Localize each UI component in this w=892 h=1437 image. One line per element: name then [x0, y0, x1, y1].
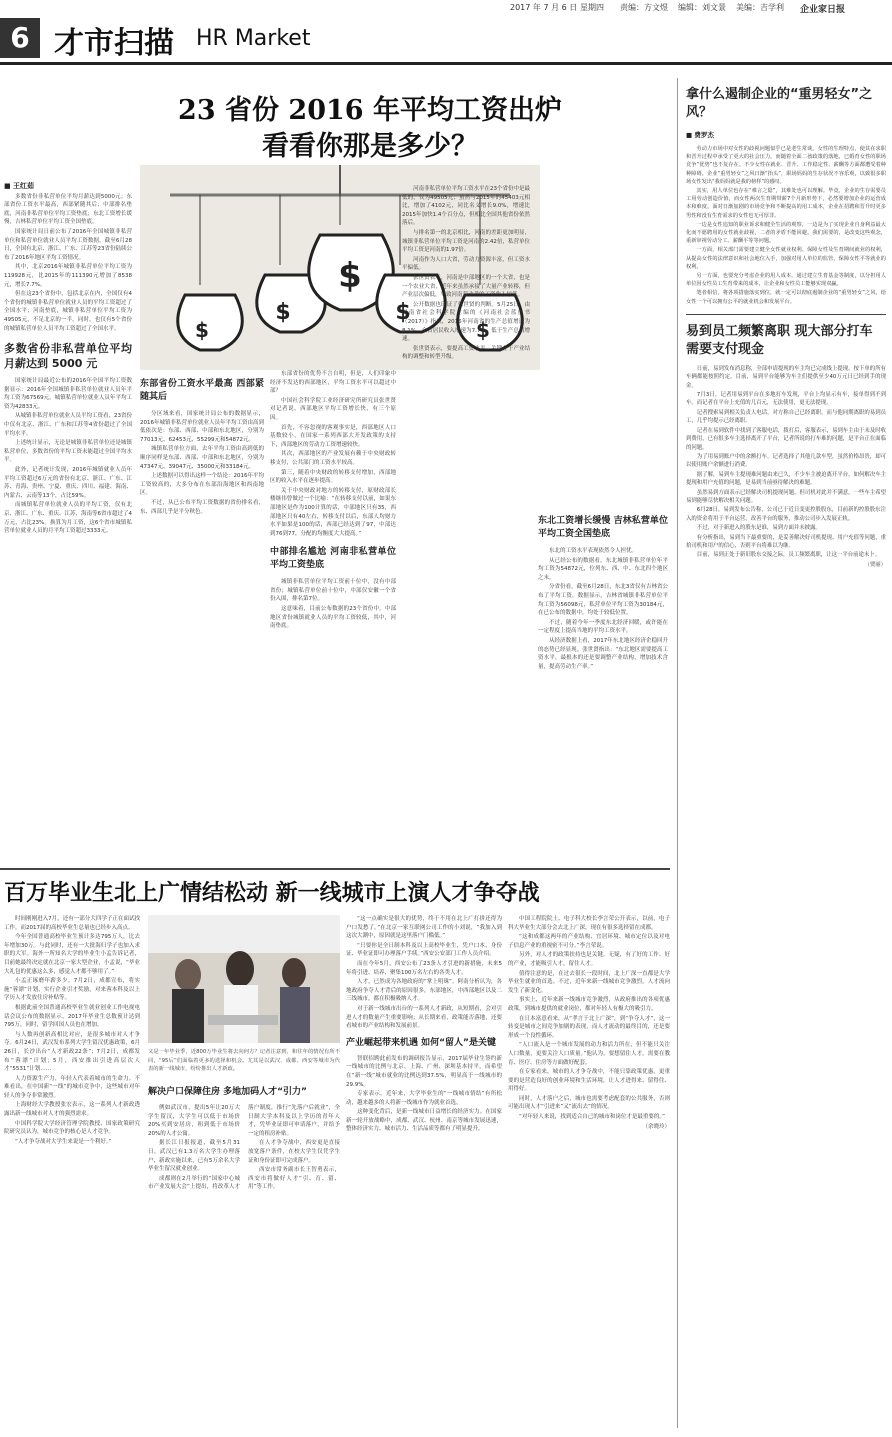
paragraph: 有分析指出，易到当下最重要的，是妥善解决好司机提现、用户充值等问题，重拾司机和用户的信心，否则平台将难以为继。 [686, 534, 886, 549]
byline: （贾丽） [864, 561, 886, 568]
main-column-1 [4, 182, 132, 537]
graduates-photo [148, 915, 340, 1043]
paragraph: 例如武汉市，提出5年让20万大学生留汉，大学生可以低于市场价20%买到安居房，租到低于市场价20%的人才公寓。 [148, 1105, 240, 1137]
paragraph: 记者在易到软件中找到了客服电话，拨打后，客服表示，易到车主由于未及时收到费用，已有很多车主选择离开了平台，记者所说的打车难的问题，是平台正在面临的问题。 [686, 427, 886, 451]
subheading: 东北工资增长缓慢 吉林私营单位平均工资全国垫底 [538, 516, 668, 539]
paragraph: 不过，从已公布平均工资数据的省份排名看，东、西部几乎是平分秋色。 [140, 499, 264, 515]
paragraph: 虽然易到方面表示已经解决司机提现问题，但司机对此并不满意，一些车主希望易到能够尽快解决相关问题。 [686, 489, 886, 504]
page-number: 6 [0, 18, 40, 58]
bottom-column-2 [148, 1082, 340, 1192]
section-rule [0, 868, 670, 870]
masthead-rule [0, 62, 892, 65]
right-column [686, 86, 886, 569]
paragraph: 另外，对人才的政策扶持也是关键。无疑，有了好的工作、好的产业，才能吸引人才，留住人才。 [508, 952, 670, 967]
paragraph: “人口流入是一个城市发展的动力和活力所在，但不能只关注人口数量，更要关注人口质量。”他认为，要想留住人才，需要在教育、医疗、住房等方面做好配套。 [508, 1042, 670, 1066]
paragraph: 从已经公布的数据看，东北城镇非私营单位年平均工资为54872元，位列东、西、中、东北四个地区之末。 [538, 557, 668, 581]
paragraph: 城镇非私营单位平均工资前十位中，没有中部省份；城镇私营单位前十位中，中部仅安徽一个省份入围，排名第7位。 [270, 579, 396, 603]
section-rule [686, 314, 886, 315]
bottom-column-4 [508, 915, 670, 1131]
paragraph: 第三，随着中央财政的转移支付增加，西部地区的收入水平在逐步提高。 [270, 469, 396, 485]
paragraph: 今年全国普通高校毕业生预计多达795万人，比去年增加30万。与此同时，还有一大批海归学子也加入求职的大军。海外一所知名大学的毕业生小孟告诉记者，目前她最终决定就在北京一家大型企业，小孟说，“毕业大礼包的优惠这么多，感觉人才都不够用了。” [4, 934, 140, 975]
paragraph: 河南非私营单位平均工资水平在23个省份中是最低的，仅为49505元；虽然与2015年的45403元相比，增加了4102元，同比名义增长9.0%，增速比2015年加快1.4个百分点，但相比全国其他省份依然落后。 [402, 186, 531, 227]
paragraph: 关于中央财政对地方的转移支付，原财政部长楼继伟曾做过一个比喻：“在转移支付以前，如果东部地区是作为100计算的话，中部地区只有35，西部地区只有40左右，转移支付以后，东部人均财力水平如果是100的话，西部已经达到了97，中部达到76到77，分配的均衡度大大提高。” [270, 487, 396, 537]
svg-text:$: $ [395, 300, 411, 325]
paragraph: 城镇私营单位方面，去年平均工资由高到低的顺序同样是东部、西部、中部和东北地区，分别为47347元、39047元、35000元和33184元。 [140, 446, 264, 470]
paragraph: 其中，北京2016年城镇非私营单位平均工资为119928元，比2015年的111390元增加了8538元，增长7.7%。 [4, 264, 132, 288]
paragraph: 笔者相信，将各项措施落实到位，就一定可以彻底遏制企业的“重男轻女”之风，给女性一个可以拥有公平的就业机会和发展平台。 [686, 290, 886, 305]
main-subheadline: 看看你那是多少？ [262, 131, 478, 162]
paragraph: 成都则在2月举行的“国家中心城市产业发展大会”上提出，将改革人才落户制度，推行“先落户后就业”，全日制大学本科及以上学历的青年人才，凭毕业证即可申请落户，并给予一定的租房补贴。 [148, 1105, 340, 1191]
paragraph: 东北的工资水平表现依然令人担忧。 [549, 548, 638, 554]
paragraph: 不过，对于新进入的股东是谁，易到方面并未披露。 [696, 525, 821, 532]
paragraph: 为了用易到账户中的余额打车，记者选择了其他几款车型，虽然价格昂贵，却可以使用账户余额进行消费。 [686, 453, 886, 469]
opinion-byline: ■ 费罗杰 [686, 131, 714, 139]
paragraph: 这种变化背后，是新一线城市日益增长的经济实力。在国家新一轮开放战略中，成都、武汉、杭州、南京等城市发展迅速，整体经济实力、城市活力、生活品质等都有了明显提升。 [346, 1109, 502, 1133]
subheading: 产业崛起带来机遇 如何“留人”是关键 [346, 1037, 496, 1048]
opinion-headline: 拿什么遏制企业的“重男轻女”之风？ [686, 87, 873, 120]
main-column-5 [538, 185, 668, 672]
paragraph: 专家表示，近年来，大学毕业生的“一线城市情结”有所松动，越来越多的人将新一线城市作为就业首选。 [346, 1091, 502, 1106]
paragraph: 中国科学院大学经济管理学院教授、国家政策研究院研究员认为，城市竞争的核心是人才竞争。 [4, 1120, 140, 1136]
paragraph: 劳动力市场中对女性的歧视问题似乎已是老生常谈。女性的生理特点，使其在求职和晋升过程中承受了更大的社会压力。而随着全面二孩政策的落地，已婚育女性的职场竞争“优势”也不复存在。不少女性在就业、晋升、工作稳定性、薪酬等方面都遭受着种种障碍。企业“重男轻女”之风日渐“抬头”，职场妈妈的生存状况不容乐观，以致很多职场女性发出“我妈妈就是我的榜样”的感叹。 [686, 146, 886, 185]
paragraph: 7月3日，记者用易到平台在多地打车发现，平台上均显示有车，接单得到不到车。而记者在平台上充值的几百元，无法使用，更无法提现。 [686, 392, 886, 407]
paragraph: 此外，记者统计发现，2016年城镇就业人员年平均工资超过6万元的省份有北京、浙江、广东、江苏、青海、贵州、宁夏、重庆、四川、福建、海南、内蒙古、云南等13个，占比59%。 [4, 467, 132, 499]
paragraph: 而在今年5月，西安公布了23条人才引进的新措施，未来5年将引进、培养、聚集100万名左右的各类人才。 [346, 960, 502, 976]
paragraph: 从城镇非私营单位就业人员平均工资看，23省份中仅有北京、浙江、广东和江苏等4省份超过了全国平均水平。 [4, 413, 133, 437]
photo-caption [148, 1048, 340, 1075]
svg-text:$: $ [195, 318, 209, 342]
paragraph: 分区域来看，国家统计局公布的数据显示，2016年城镇非私营单位就业人员年平均工资由高到低依次是：东部、西部、中部和东北地区，分别为77013元、62453元、55299元和54872元。 [140, 411, 264, 443]
paragraph: 在专家看来，城市的人才争夺战中，不能只靠政策优惠，更重要的是营造良好的创业环境和生活环境，让人才进得来、留得住、用得好。 [508, 1069, 670, 1093]
paragraph: “这一点确实是很大的优势，终于不用在北上广打拼还得为户口发愁了。”在北京一家互联网公司工作的小刘说，“我加入到这次大潮中，原因就是这里落户门槛低。” [346, 916, 502, 940]
paragraph: 张世贤表示，河南是中部地区的一个大省，也是一个农业大省，近年来虽然承接了大量产业转移，但产业层次偏低，导致河南劳动者的工资收入较低。 [402, 274, 530, 299]
issue-weekday: 星期四 [580, 3, 604, 12]
paragraph: 张世贤表示，要提高工资水平，关键在于产业结构的调整和转型升级。 [402, 345, 530, 361]
paragraph: 上述数据可以得出这样一个结论：2016年平均工资较高的，大多分布在东部沿海地区和西南地区。 [140, 473, 264, 497]
bottom-headline: 百万毕业生北上广情结松动 新一线城市上演人才争夺战 [4, 880, 540, 906]
paragraph: “这和成都这两年的产业结构、宜居环境、城市定位以及对电子信息产业的重视密不可分。”李言荣说。 [508, 934, 670, 949]
paragraph: 而城镇私营单位就业人员的平均工资，仅有北京、浙江、广东、重庆、江苏、海南等6省市超过了4万元，占比23%。换算为月工资，这6个省市城镇私营单位就业人员的月平均工资超过3333元。 [4, 502, 133, 535]
paragraph: 其次，西部地区的产业发展有赖于中央财政转移支付，公共部门的工资水平较高。 [270, 451, 396, 466]
paragraph: 与人数再创新高相比对应，是很多城市对人才争夺。6月24日，武汉发布系列大学生留汉优惠政策，6月26日，长沙出台“人才新政22条”；7月2日，成都发布“蓉漂”计划；5月，西安推出引进高层次人才“5531”计划…… [4, 1031, 140, 1073]
paragraph: 又是一年毕业季，近800万毕业生将去向何方？记者注意到，和往年的情况有所不同，“95后”们面临着更多的选择和机会。尤其是以武汉、成都、西安等城市为代表的新一线城市，纷纷推出人才新政。 [148, 1049, 340, 1073]
main-headline: 23 省份 2016 年平均工资出炉 [178, 95, 562, 126]
paragraph: 不过，随着今年一季度东北经济回暖，或许能在一定程度上提高当地的平均工资水平。 [538, 619, 668, 635]
paragraph: 据长江日报报道，截至5月31日，武汉已有1.3万名大学生办理落户，新政实施以来，已有5万余名大学毕业生留汉就业创业。 [148, 1140, 240, 1173]
paragraph: 人才，已然成为各地政府的“掌上明珠”。阿南分析认为，各地政府争夺人才背后的原因很多，东部地区，中西部地区以及二三线城市，都在积极吸纳人才。 [346, 979, 502, 1003]
paragraph: 另一方面，也要充分考虑企业的用人成本。通过建立生育基金等制度，以分担用人单位因女性员工生育带来的成本，让企业和女性员工能够实现双赢。 [686, 273, 886, 288]
bottom-column-3 [346, 915, 502, 1135]
paragraph: 上述统计显示，无论是城镇非私营单位还是城镇私营单位，多数省份的平均工资未能超过全国平均水平。 [4, 440, 132, 464]
paragraph: 国家统计局最近公布的2016年全国平均工资数据显示：2016年全国城镇非私营单位就业人员年平均工资为67569元，城镇私营单位就业人员年平均工资为42833元。 [4, 378, 132, 410]
paragraph: 根据此前全国普通高校毕业生就业创业工作电视电话会议公布的数据显示，2017年毕业生总数预计达到795万，同时，留学回国人员也在增加。 [4, 1004, 140, 1029]
section-title-en: HR Market [196, 26, 311, 51]
paragraph: 西安市常务副市长王智勇表示，西安市将做好人才“引、育、留、用”等工作。 [248, 1167, 340, 1191]
section-title: 才市扫描 [54, 26, 174, 61]
paragraph: “对年轻人来说，找到适合自己的城市和岗位才是最重要的。” [519, 1114, 665, 1121]
paragraph: 对于新一线城市出台的一系列人才新政，从短期看，会对引进人才的数量产生重要影响；从长期来看，政策能否落地，还要看城市的产业结构和发展前景。 [346, 1005, 502, 1030]
paragraph: 首先，不容忽视的客观事实是，西部地区人口基数较小，在国家一系列西部大开发政策的支持下，西部地区的劳动力工资增速较快。 [270, 424, 396, 448]
paragraph: 在人才争夺战中，西安更是直接放宽落户条件，在校大学生仅凭学生证和身份证即可完成落户。 [248, 1140, 340, 1164]
paragraph: 小孟正琢磨年薪多少。7月2日，成都宣布，将实施“蓉漂”计划，实行企业引才奖励，对来蓉本科及以上学历人才发放住房补贴等。 [4, 978, 140, 1002]
column-divider [677, 78, 678, 1428]
paragraph: 日前，易到发布消息称，全部申请提现的车主均已完成线上提现，按下单的所有车辆都能按照约定，目前，易到平台能够为车主们提供至少40万元日已经到手的现金。 [686, 365, 886, 389]
paragraph: 其实，用人单位也存在“难言之隐”，其难处也可以理解。毕竟，企业的生存需要员工用劳动创造价值，而女性两次生育期带薪7个月新形势下，必然要增加企业的运营成本和难度。面对日渐加剧的市场竞争和不断提高的用工成本，企业在招聘和晋升时更多男性和没有生育需求的女性也无可厚非。 [686, 188, 886, 219]
paragraph: 记者搜索易到相关负责人电话，对方称自己已经离职。而与他同期离职的易到员工，几乎均提示已经离职。 [686, 409, 886, 425]
subheading: 中部排名尴尬 河南非私营单位平均工资垫底 [270, 547, 396, 571]
issue-date: 2017 年 7 月 6 日 [510, 3, 578, 12]
paragraph: 智联招聘此前发布的调研报告显示，2017届毕业生签约新一线城市的比例与北京、上海、广州、深圳基本持平，而希望在“新一线”城市就业的比例达到37.5%，明显高于一线城市的29.9%。 [346, 1055, 502, 1088]
svg-text:$: $ [476, 318, 490, 342]
paragraph: 分省份看，截至6月28日，东北3省仅有吉林省公布了平均工资，数据显示，吉林省城镇非私营单位平均工资为56098元，私营单位平均工资为30184元，在已公布的数据中，均处于较低位置。 [538, 584, 668, 617]
paragraph: 多数省份非私营单位平均月薪达到5000元；东部省份工资水平最高，西部紧随其后；中部排名垫底，河南非私营单位平均工资垫底；东北工资增长缓慢，吉林私营单位平均工资全国垫底。 [4, 193, 132, 226]
svg-text:$: $ [338, 256, 362, 296]
subheading: 东部省份工资水平最高 西部紧随其后 [140, 379, 264, 402]
paragraph: 一方面，相关部门需要建立健全女性就业权利、保障女性及生育期间就业的权利，从提高女性的法律意识和社会地位入手，加强对用人单位的监管，保障女性平等就业的权利。 [686, 247, 886, 270]
paragraph: 国家统计局日前公布了2016年全国城镇非私营单位和私营单位就业人员平均工资数据。截至6月28日，全国有北京、浙江、广东、江苏等23省份陆续公布了2016年地区平均工资情况。 [4, 228, 133, 261]
byline: ■ 王红茹 [4, 182, 35, 190]
paragraph: 据了解，易到车主提现难问题由来已久，不少车主被迫离开平台。如何解决车主提现和用户充值的问题，是易到当前亟待解决的难题。 [686, 471, 886, 487]
subheading: 解决户口保障住房 多地加码人才“引力” [148, 1087, 307, 1097]
paragraph: 值得注意的是，在过去很长一段时间，北上广深一直都是大学毕业生就业的首选。不过，近年来新一线城市竞争激烈，人才流向发生了新变化。 [508, 970, 670, 994]
paragraph: 时间刚刚进入7月，还有一部分大四学子正在面试找工作。而2017届的高校毕业生总量也已经步入高点。 [4, 916, 140, 931]
paragraph: 东部省份的优势不言自明，但是，人们印象中经济不发达的西部地区，平均工资水平可以超过中部？ [270, 371, 396, 395]
yidao-headline: 易到员工频繁离职 现大部分打车 需要支付现金 [686, 323, 873, 357]
main-column-4 [402, 185, 530, 363]
paragraph: 6月28日，易到发布公告称，公司已于近日变更控股股东，目前新的控股股东注入的资金将用于平台运营，改善平台的服务，推动公司步入发展正轨。 [686, 507, 886, 522]
main-column-2 [140, 378, 264, 517]
newspaper-name: 企业家日报 [800, 5, 846, 15]
paragraph: 目前，易到正处于新旧股东交接之际，员工频繁离职，让这一平台前途未卜。 [696, 552, 881, 559]
paragraph: 在日本富意看来，从“孝言于北上广深”，到“争夺人才”，这一转变是城市之间竞争加剧的表现，而人才流动的最终目的，还是要形成一个良性循环。 [508, 1015, 670, 1039]
editor-credit: 责编：方文煜 [620, 3, 668, 12]
paragraph: 中国社会科学院工业经济研究所研究员张世贤对记者说，西部地区平均工资增长快，有三个原因。 [270, 397, 396, 421]
paragraph: 事实上，近年来新一线城市竞争激烈，从政府推出的各项优惠政策，到城市提供的就业岗位，都对年轻人有极大的吸引力。 [508, 997, 670, 1012]
bottom-column-1 [4, 915, 140, 1147]
paragraph: 河南作为人口大省，劳动力资源丰富，但工资水平偏低。 [402, 256, 530, 272]
paragraph: “人才争夺战对大学生来说是一个利好。” [15, 1138, 112, 1145]
paragraph: 一边是女性追知的职业诉求和健全生活的观察，一边是为了实现企业自身利益最大化而不愿聘用的女性就业歧视，二者的矛盾不能回避。我们需要的，是改变这些观念，重新审视劳动分工、薪酬平等等问题。 [686, 221, 886, 245]
paragraph: 中国工程院院士、电子科大校长李言荣公开表示，以前，电子科大毕业生大部分会去北上广深，现在有很多选择留在成都。 [508, 916, 670, 931]
subheading: 多数省份非私营单位平均月薪达到 5000 元 [4, 342, 132, 371]
paragraph: 公开数据也印证了张世贤的判断。5月25日，由河南省社会科学院主编的《河南社会蓝皮书（2017）》指出，2016年河南省的生产总值增速为8.1%，全省居民收入增速为7.7%，低于生产总值增速。 [402, 301, 530, 343]
paragraph: 上海财经大学教授张宏表示，这一系列人才新政透露出新一线城市对人才的强烈需求。 [4, 1102, 140, 1118]
byline: （余晓玲） [642, 1123, 670, 1130]
paragraph: 人力资源生产力，年轻人代表着城市的生命力。不难看出，在中国新“一线”的城市竞争中，这些城市对年轻人的争夺非常激烈。 [4, 1075, 140, 1099]
paragraph: “只要你是全日制本科及以上高校毕业生，凭户口本、身份证、毕业证即可办理落户手续。”西安公安部门工作人员介绍。 [346, 942, 502, 958]
svg-text:$: $ [275, 300, 291, 325]
paragraph: 从经济数据上看，2017年东北地区经济企稳回升的态势已经显现。张世贤指出：“东北地区需要提高工资水平，最根本的还是要调整产业结构，增加技术含量，提高劳动生产率。” [538, 637, 668, 670]
main-column-3 [270, 370, 396, 632]
paragraph: 但在这23个省份中，包括北京在内，全国仅有4个省份的城镇非私营单位就业人员的平均工资超过了全国水平；河南垫底，城镇非私营单位平均工资为49505元，不足北京的一半。同时，也仅有5个省份的城镇私营单位人员平均工资超过了全国水平。 [4, 291, 132, 332]
paragraph: 这意味着，目前公布数据的23个省份中，中部地区省份城镇就业人员的平均工资较低，其中，河南垫底。 [270, 606, 396, 630]
paragraph: 同时，人才落户之后，城市也需要考虑配套的公共服务，否则可能出现人才“引进来”又“流出去”的情况。 [508, 1095, 670, 1111]
designer-credit: 编辑：刘文景 [678, 3, 726, 12]
paragraph: 与排名第一的北京相比，河南的差距更加明显，城镇非私营单位平均工资是河南的2.42倍，私营单位平均工资是河南的1.97倍。 [402, 229, 530, 254]
art-credit: 美编：吉学利 [736, 3, 784, 12]
